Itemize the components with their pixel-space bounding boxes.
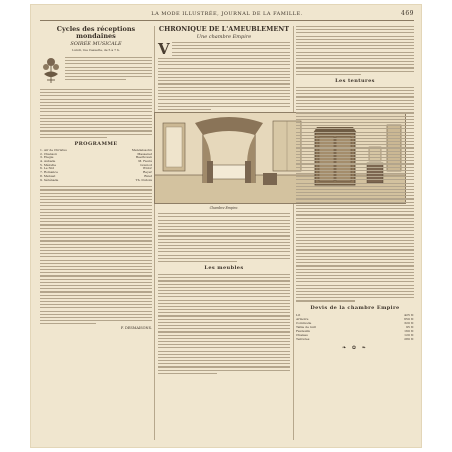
toc-heading: Devis de la chambre Empire bbox=[310, 304, 400, 311]
article-dateline: Lundi, rue Cassette, de 5 à 7 h. bbox=[72, 48, 120, 52]
estimate-price: 650 fr. bbox=[404, 316, 414, 321]
column-rule-1 bbox=[154, 26, 155, 440]
column-ameublement bbox=[158, 26, 290, 442]
estimate-price: 160 fr. bbox=[404, 328, 414, 333]
estimate-item: Table de nuit bbox=[296, 324, 316, 329]
program-piece: 3. Elegie bbox=[40, 155, 54, 160]
program-composer: Reyer bbox=[143, 170, 152, 175]
program-heading: PROGRAMME bbox=[74, 140, 118, 147]
article-body-receptions-2 bbox=[40, 186, 152, 324]
page-header bbox=[40, 8, 414, 21]
estimate-list bbox=[296, 313, 414, 341]
program-piece: 4. Aubade bbox=[40, 159, 56, 164]
program-piece: 5. Mélodie bbox=[40, 162, 57, 167]
program-composer: Widor bbox=[142, 166, 152, 171]
estimate-row bbox=[296, 337, 414, 341]
program-composer: Gounod bbox=[140, 162, 152, 167]
illustration-caption: Chambre Empire. bbox=[209, 206, 239, 211]
article-body-ameublement-1 bbox=[158, 213, 290, 262]
estimate-item: Chaises bbox=[296, 332, 308, 337]
column-rule-2 bbox=[293, 26, 294, 440]
column-receptions bbox=[40, 26, 152, 442]
section-heading-meubles: Les meubles bbox=[204, 265, 244, 272]
article-intro bbox=[158, 42, 290, 110]
estimate-price: 95 fr. bbox=[406, 324, 414, 329]
estimate-item: Lit bbox=[296, 312, 301, 317]
article-subtitle-ameublement: Une chambre Empire bbox=[196, 34, 252, 40]
journal-title: LA MODE ILLUSTRÉE, JOURNAL DE LA FAMILLE. bbox=[151, 11, 303, 17]
program-piece: 7. Romance bbox=[40, 170, 58, 175]
program-list bbox=[40, 149, 152, 182]
program-composer: Th. Dubois bbox=[135, 177, 152, 182]
program-piece: 9. Sérénade bbox=[40, 177, 59, 182]
program-composer: M. Fauré bbox=[138, 159, 152, 164]
page-number: 469 bbox=[401, 10, 414, 17]
program-row bbox=[40, 179, 152, 183]
article-title-ameublement: CHRONIQUE DE L'AMEUBLEMENT bbox=[158, 25, 290, 33]
estimate-price: 120 fr. bbox=[404, 332, 414, 337]
program-composer: Massenet bbox=[137, 151, 152, 156]
program-piece: 8. Menuet bbox=[40, 173, 56, 178]
program-composer: Beethoven bbox=[135, 155, 152, 160]
program-piece: 1. Air de Christus bbox=[40, 147, 67, 152]
program-composer: Bizet bbox=[144, 173, 152, 178]
program-composer: Mendelssohn bbox=[131, 147, 152, 152]
floral-emblem-icon bbox=[40, 56, 62, 84]
article-body-col3-2 bbox=[296, 87, 414, 302]
article-body-col3-1 bbox=[296, 26, 414, 75]
estimate-item: Tentures bbox=[296, 336, 310, 341]
estimate-price: 425 fr. bbox=[404, 312, 414, 317]
estimate-item: Fauteuils bbox=[296, 328, 310, 333]
article-subtitle-receptions: SOIRÉE MUSICALE bbox=[70, 41, 122, 47]
program-piece: 6. Le Nid bbox=[40, 166, 55, 171]
estimate-price: 280 fr. bbox=[404, 336, 414, 341]
drop-cap: V bbox=[158, 40, 170, 58]
estimate-item: Commode bbox=[296, 320, 312, 325]
article-title-receptions: Cycles des réceptions mondaines bbox=[56, 25, 136, 40]
article-signature: F. DESMAISONS. bbox=[120, 326, 152, 331]
estimate-price: 320 fr. bbox=[404, 320, 414, 325]
column-tentures bbox=[296, 26, 414, 442]
estimate-item: Armoire bbox=[296, 316, 309, 321]
article-body-receptions-1 bbox=[40, 89, 152, 138]
section-heading-tentures: Les tentures bbox=[335, 77, 375, 84]
ornament-flourish: ❧ ✿ ❧ bbox=[342, 344, 368, 351]
article-body-ameublement-2 bbox=[158, 274, 290, 374]
program-piece: 2. Chanson bbox=[40, 151, 58, 156]
newspaper-page bbox=[30, 4, 422, 448]
